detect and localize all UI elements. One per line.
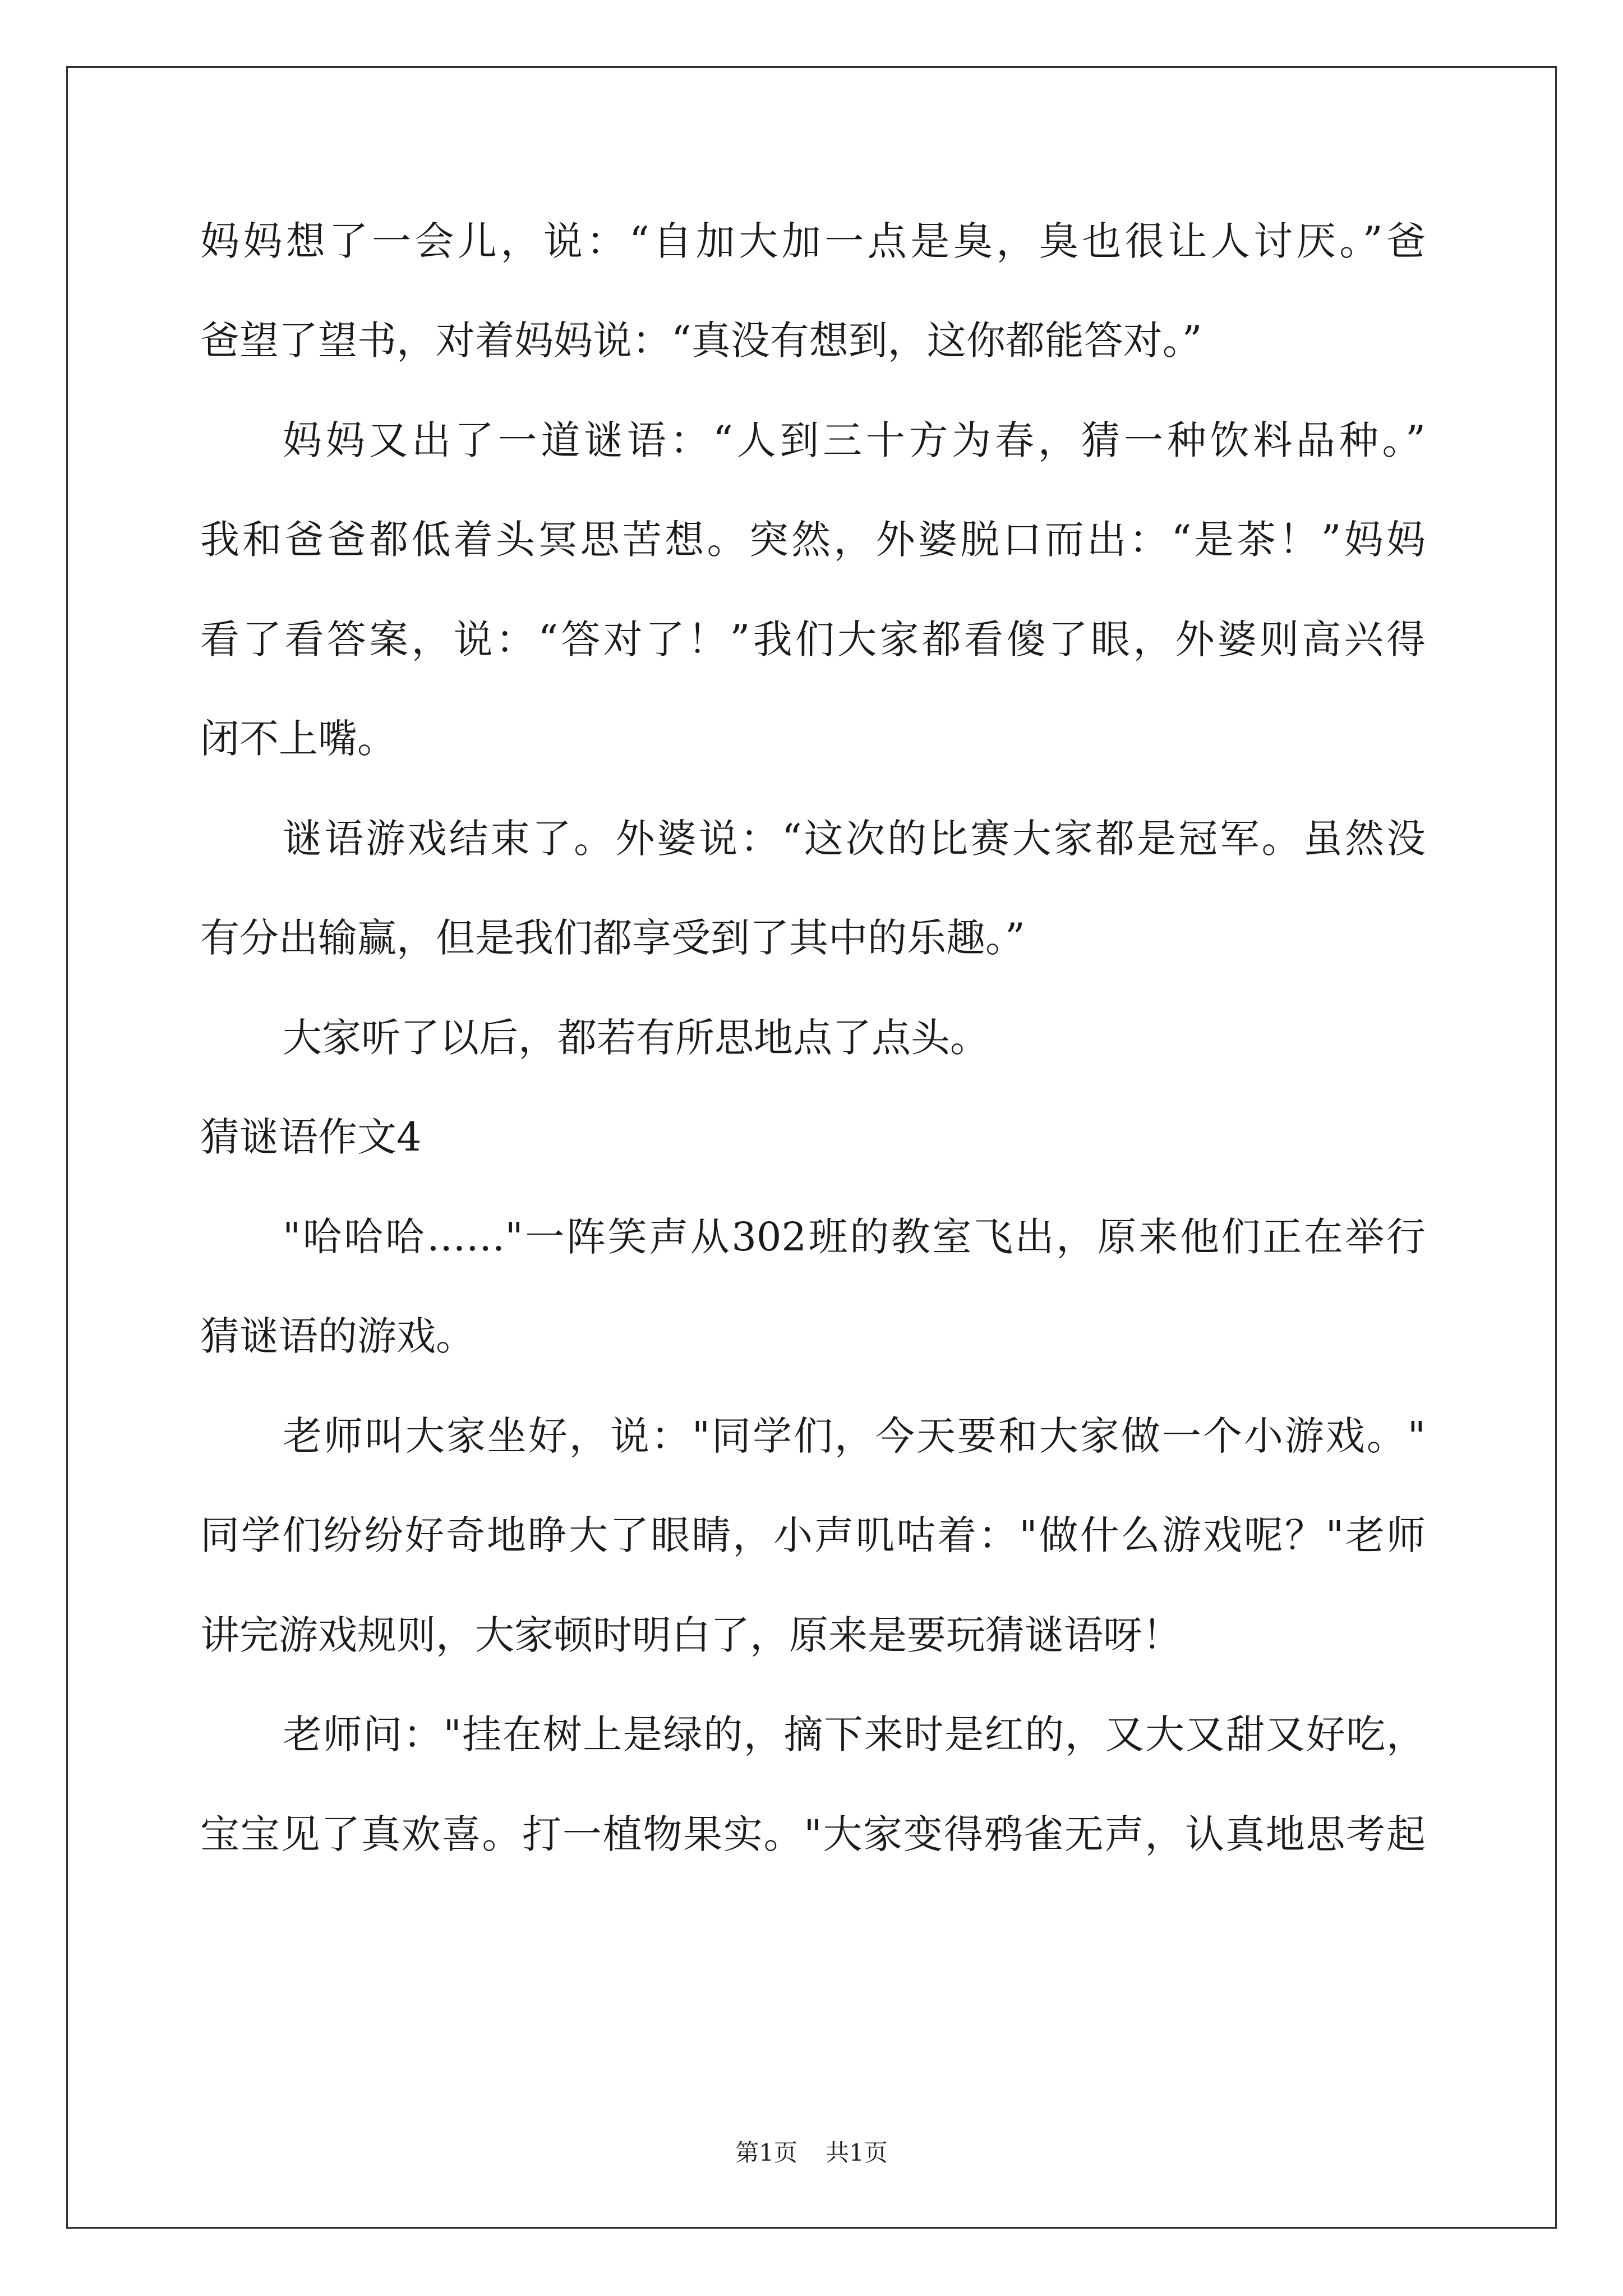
text-line: 闭不上嘴。 [200, 716, 396, 762]
text-line: 猜谜语的游戏。 [200, 1313, 475, 1359]
paragraph-start: 妈妈又出了一道谜语：“人到三十方为春，猜一种饮料品种。” [283, 417, 1426, 463]
text-line: 妈妈想了一会儿，说：“自加大加一点是臭，臭也很让人讨厌。”爸 [200, 218, 1426, 264]
paragraph-start: "哈哈哈……"一阵笑声从302班的教室飞出，原来他们正在举行 [283, 1214, 1426, 1260]
text-line: 爸望了望书，对着妈妈说：“真没有想到，这你都能答对。” [200, 318, 1202, 364]
paragraph-start: 老师问："挂在树上是绿的，摘下来时是红的，又大又甜又好吃， [283, 1711, 1426, 1757]
text-line: 讲完游戏规则，大家顿时明白了，原来是要玩猜谜语呀！ [200, 1612, 1182, 1658]
page-number: 第1页 [735, 2139, 797, 2166]
paragraph-start: 谜语游戏结束了。外婆说：“这次的比赛大家都是冠军。虽然没 [283, 816, 1426, 862]
paragraph-start: 大家听了以后，都若有所思地点了点头。 [283, 1015, 989, 1061]
text-line: 看了看答案，说：“答对了！”我们大家都看傻了眼，外婆则高兴得 [200, 616, 1426, 662]
paragraph-start: 老师叫大家坐好，说："同学们，今天要和大家做一个小游戏。" [283, 1413, 1426, 1459]
text-line: 同学们纷纷好奇地睁大了眼睛，小声叽咕着："做什么游戏呢？"老师 [200, 1512, 1426, 1558]
section-heading: 猜谜语作文4 [200, 1114, 422, 1160]
text-line: 有分出输赢，但是我们都享受到了其中的乐趣。” [200, 915, 1025, 961]
text-line: 宝宝见了真欢喜。打一植物果实。"大家变得鸦雀无声，认真地思考起 [200, 1811, 1426, 1857]
page-total: 共1页 [826, 2139, 888, 2166]
text-line: 我和爸爸都低着头冥思苦想。突然，外婆脱口而出：“是茶！”妈妈 [200, 517, 1426, 563]
page-footer [0, 2136, 1623, 2170]
